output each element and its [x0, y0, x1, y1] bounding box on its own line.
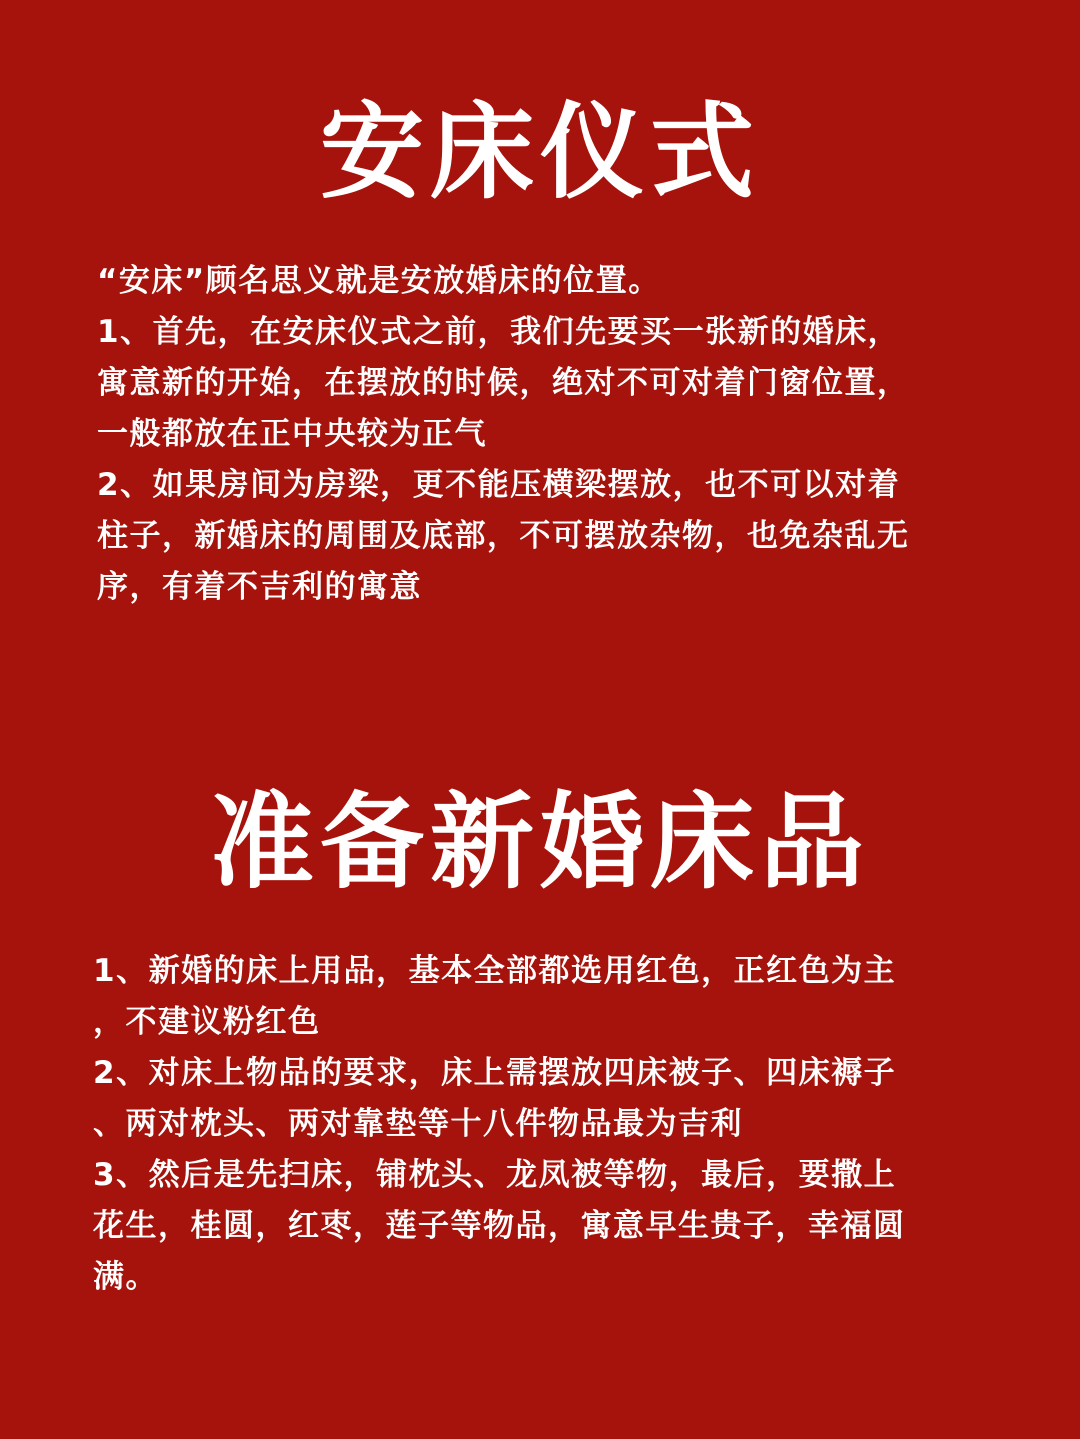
body-line: ，不建议粉红色	[93, 1004, 321, 1040]
section-title-bedding: 准备新婚床品	[209, 781, 870, 903]
body-line: 1、首先，在安床仪式之前，我们先要买一张新的婚床，	[97, 314, 901, 350]
body-line: “安床”顾名思义就是安放婚床的位置。	[97, 263, 661, 299]
body-line: 柱子，新婚床的周围及底部，不可摆放杂物，也免杂乱无	[97, 518, 910, 554]
body-line: 花生，桂圆，红枣，莲子等物品，寓意早生贵子，幸福圆	[93, 1208, 906, 1244]
section-body-ritual	[97, 256, 997, 613]
body-line: 序，有着不吉利的寓意	[97, 569, 422, 605]
body-line: 满。	[93, 1259, 158, 1295]
body-line: 3、然后是先扫床，铺枕头、龙凤被等物，最后，要撒上	[93, 1157, 897, 1193]
body-line: 寓意新的开始，在摆放的时候，绝对不可对着门窗位置，	[97, 365, 910, 401]
section-title-ritual: 安床仪式	[319, 91, 760, 213]
body-line: 2、对床上物品的要求，床上需摆放四床被子、四床褥子	[93, 1055, 897, 1091]
body-line: 一般都放在正中央较为正气	[97, 416, 487, 452]
section-body-bedding	[93, 946, 993, 1303]
body-line: 1、新婚的床上用品，基本全部都选用红色，正红色为主	[93, 953, 897, 989]
body-line: 2、如果房间为房梁，更不能压横梁摆放，也不可以对着	[97, 467, 901, 503]
body-line: 、两对枕头、两对靠垫等十八件物品最为吉利	[93, 1106, 743, 1142]
